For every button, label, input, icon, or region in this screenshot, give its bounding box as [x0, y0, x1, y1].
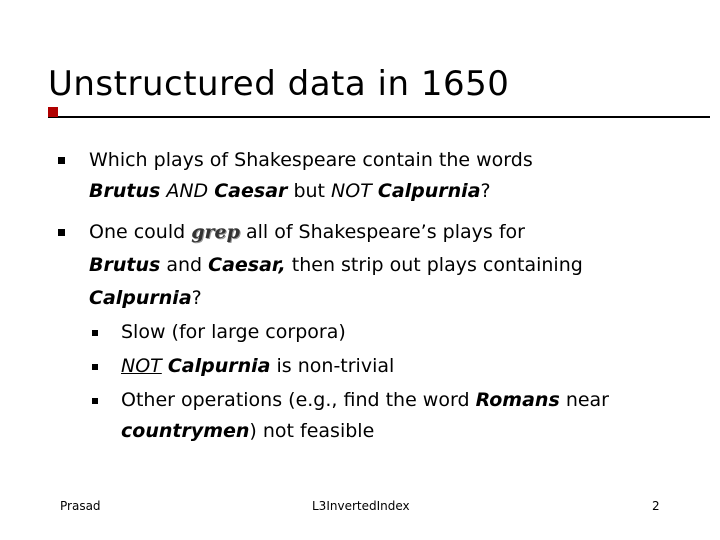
- bullet-marker-2: [58, 229, 65, 236]
- subbullet-marker-1: [92, 330, 98, 336]
- footer-author: Prasad: [60, 499, 101, 513]
- bullet-2-text-2: all of Shakespeare’s plays for: [245, 221, 525, 243]
- bullet-2-text-3: then strip out plays containing: [291, 254, 583, 276]
- bullet-1-text: Which plays of Shakespeare contain the words: [89, 149, 533, 171]
- term-brutus-2: Brutus: [89, 254, 161, 276]
- word-near: near: [565, 389, 609, 411]
- subbullet-1: [121, 320, 346, 344]
- footer-filename: L3InvertedIndex: [312, 499, 410, 513]
- footer-page-number: 2: [652, 499, 660, 513]
- operator-not-2: NOT: [121, 355, 162, 377]
- subbullet-2: [121, 354, 394, 378]
- bullet-1-line-1: [89, 148, 533, 172]
- word-and: and: [166, 254, 203, 276]
- term-brutus: Brutus: [89, 180, 161, 202]
- word-but: but: [293, 180, 325, 202]
- subbullet-3-line-1: [121, 388, 609, 412]
- subbullet-3-text-2: ) not feasible: [249, 420, 375, 442]
- question-mark: ?: [480, 180, 491, 202]
- term-calpurnia-3: Calpurnia: [167, 355, 271, 377]
- bullet-marker-1: [58, 157, 65, 164]
- question-mark-2: ?: [191, 287, 202, 309]
- term-calpurnia: Calpurnia: [377, 180, 481, 202]
- subbullet-3-text-1: Other operations (e.g., find the word: [121, 389, 470, 411]
- grep-word: grep: [191, 221, 240, 243]
- bullet-2-line-1: [89, 220, 525, 244]
- bullet-1-line-2: [89, 179, 491, 203]
- term-romans: Romans: [475, 389, 560, 411]
- title-rule: [48, 116, 710, 118]
- bullet-2-line-2: [89, 253, 583, 277]
- term-countrymen: countrymen: [121, 420, 250, 442]
- subbullet-marker-2: [92, 364, 98, 370]
- subbullet-marker-3: [92, 398, 98, 404]
- slide-title: Unstructured data in 1650: [48, 64, 510, 104]
- bullet-2-text-1: One could: [89, 221, 186, 243]
- bullet-2-line-3: [89, 286, 202, 310]
- operator-and: AND: [166, 180, 209, 202]
- operator-not: NOT: [331, 180, 372, 202]
- title-accent-bar: [48, 107, 58, 117]
- subbullet-1-text: Slow (for large corpora): [121, 321, 346, 343]
- term-caesar-2: Caesar,: [208, 254, 286, 276]
- term-calpurnia-2: Calpurnia: [89, 287, 192, 309]
- term-caesar: Caesar: [214, 180, 288, 202]
- subbullet-2-text: is non-trivial: [276, 355, 395, 377]
- subbullet-3-line-2: [121, 419, 374, 443]
